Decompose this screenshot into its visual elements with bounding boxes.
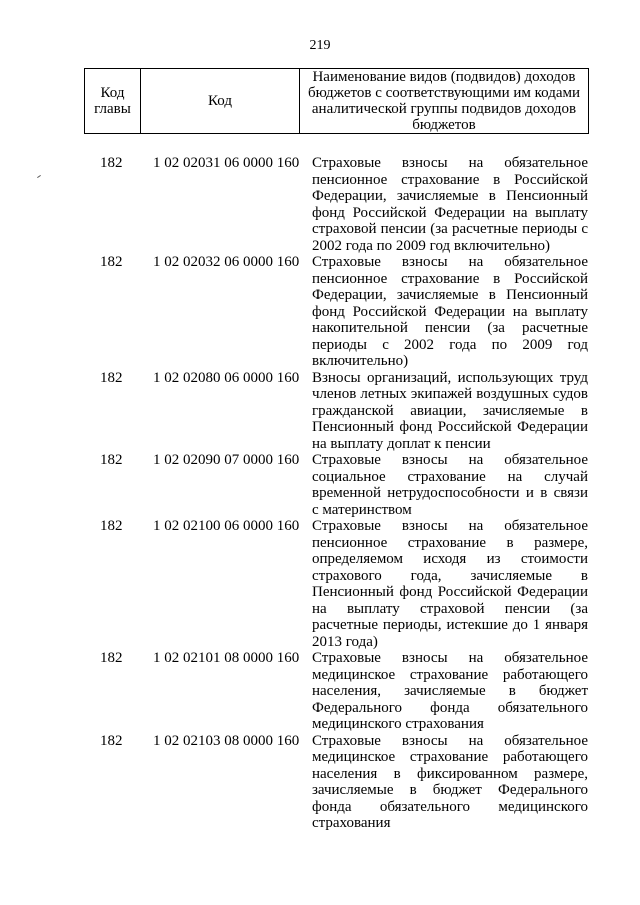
row-code: 1 02 02090 07 0000 160 bbox=[153, 452, 300, 468]
header-name: Наименование видов (подвидов) доходов бюджетов с соответствующими им кодами аналитической группы подвидов доходов бюджетов bbox=[300, 69, 589, 134]
row-description: Страховые взносы на обязательное пенсионное страхование в Российской Федерации, зачисляемые в Пенсионный фонд Российской Федерации на выплату страховой пенсии (за расчетные периоды с 2002 года по 2009 год включительно) bbox=[312, 155, 588, 254]
row-code: 1 02 02080 06 0000 160 bbox=[153, 369, 300, 386]
page-number: 219 bbox=[309, 38, 331, 53]
row-chapter: 182 bbox=[100, 650, 123, 666]
table-row bbox=[0, 518, 640, 650]
table-header bbox=[84, 68, 589, 134]
table-body bbox=[0, 155, 640, 832]
table-row bbox=[0, 452, 640, 518]
row-code: 1 02 02101 08 0000 160 bbox=[153, 650, 300, 666]
row-description: Страховые взносы на обязательное медицинское страхование работающего населения в фиксированном размере, зачисляемые в бюджет Федерального фонда обязательного медицинского страхования bbox=[312, 732, 588, 831]
row-code: 1 02 02031 06 0000 160 bbox=[153, 155, 300, 171]
table-row bbox=[0, 370, 640, 453]
row-description: Страховые взносы на обязательное социальное страхование на случай временной нетрудоспособности и в связи с материнством bbox=[312, 452, 588, 518]
row-code: 1 02 02100 06 0000 160 bbox=[153, 518, 300, 534]
row-code: 1 02 02032 06 0000 160 bbox=[153, 254, 300, 270]
header-code: Код bbox=[141, 69, 300, 134]
row-chapter: 182 bbox=[100, 369, 123, 386]
row-chapter: 182 bbox=[100, 518, 123, 534]
row-description: Страховые взносы на обязательное пенсионное страхование в Российской Федерации, зачисляемые в Пенсионный фонд Российской Федерации на выплату накопительной пенсии (за расчетные периоды с 2002 года по 2009 год включительно) bbox=[312, 254, 588, 369]
row-code: 1 02 02103 08 0000 160 bbox=[153, 732, 300, 749]
row-chapter: 182 bbox=[100, 254, 123, 270]
row-description: Взносы организаций, использующих труд членов летных экипажей воздушных судов гражданской авиации, зачисляемые в Пенсионный фонд Российской Федерации на выплату доплат к пенсии bbox=[312, 369, 588, 452]
header-chapter-code: Код главы bbox=[85, 69, 141, 134]
table-row bbox=[0, 733, 640, 832]
row-chapter: 182 bbox=[100, 452, 123, 468]
table-row bbox=[0, 155, 640, 254]
row-description: Страховые взносы на обязательное пенсионное страхование в размере, определяемом исходя из стоимости страхового года, зачисляемые в Пенсионный фонд Российской Федерации на выплату страховой пенсии (за расчетные периоды, истекшие до 1 января 2013 года) bbox=[312, 518, 588, 650]
table-row bbox=[0, 254, 640, 370]
row-chapter: 182 bbox=[100, 732, 123, 749]
row-chapter: 182 bbox=[100, 155, 123, 171]
table-row bbox=[0, 650, 640, 733]
row-description: Страховые взносы на обязательное медицинское страхование работающего населения, зачисляемые в бюджет Федерального фонда обязательного медицинского страхования bbox=[312, 650, 588, 732]
